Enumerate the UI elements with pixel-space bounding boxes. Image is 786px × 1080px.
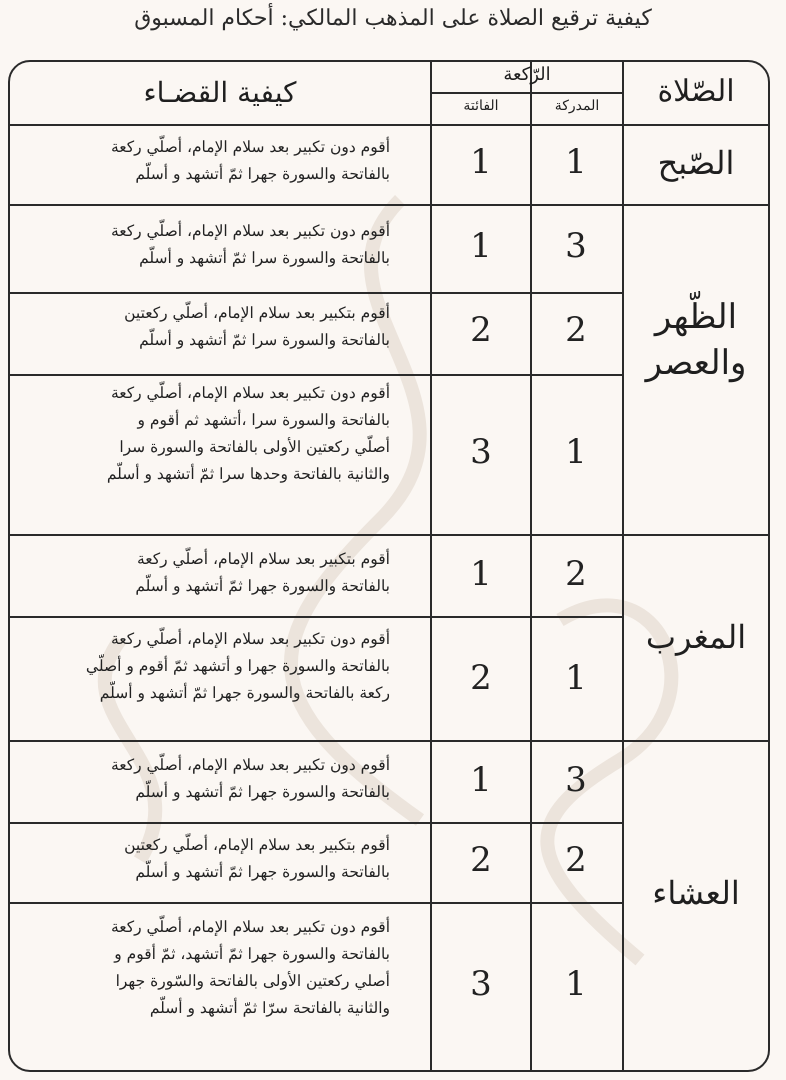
table-frame: [8, 60, 770, 1072]
qada-text: أقوم دون تكبير بعد سلام الإمام، أصلّي ركعة بالفاتحة والسورة جهرا ثمّ أتشهد و أسلّم: [110, 138, 390, 183]
faita-value: 3: [470, 432, 492, 472]
qada-text: أقوم بتكبير بعد سلام الإمام، أصلّي ركعتين بالفاتحة والسورة سرا ثمّ أتشهد و أسلّم: [124, 304, 390, 349]
faita-value: 1: [470, 142, 492, 182]
header-mudraka: المدركة: [554, 98, 600, 114]
header-prayer: الصّلاة: [657, 74, 735, 109]
qada-text: أقوم دون تكبير بعد سلام الإمام، أصلّي ركعة بالفاتحة والسورة جهرا و أتشهد ثمّ أقوم و أصلّي ركعة بالفاتحة والسورة جهرا ثمّ أتشهد و أسلّم: [85, 630, 390, 702]
divider: [10, 822, 622, 824]
divider: [10, 616, 622, 618]
mudraka-value: 1: [565, 432, 587, 472]
faita-value: 1: [470, 554, 492, 594]
header-faita: الفائتة: [463, 98, 499, 114]
prayer-maghrib: المغرب: [645, 618, 747, 656]
header-qada: كيفية القضـاء: [143, 76, 297, 109]
prayer-dhuhr-asr: الظّهر والعصر: [645, 297, 747, 383]
mudraka-value: 2: [565, 310, 587, 350]
mudraka-value: 1: [565, 142, 587, 182]
faita-value: 1: [470, 226, 492, 266]
qada-text: أقوم بتكبير بعد سلام الإمام، أصلّي ركعة بالفاتحة والسورة جهرا ثمّ أتشهد و أسلّم: [135, 550, 390, 595]
divider: [10, 292, 622, 294]
faita-value: 2: [470, 840, 492, 880]
mudraka-value: 3: [565, 760, 587, 800]
divider: [10, 204, 770, 206]
divider: [530, 534, 532, 1072]
qada-text: أقوم دون تكبير بعد سلام الإمام، أصلّي ركعة بالفاتحة والسورة جهرا ثمّ أتشهد، ثمّ أقوم و أصلي ركعتين الأولى بالفاتحة والسّورة جهرا والثانية بالفاتحة سرّا ثمّ أتشهد و أسلّم: [110, 918, 390, 1017]
prayer-subh: الصّبح: [657, 144, 735, 182]
mudraka-value: 3: [565, 226, 587, 266]
mudraka-value: 1: [565, 964, 587, 1004]
divider: [10, 374, 622, 376]
divider: [10, 740, 770, 742]
divider: [432, 92, 622, 94]
divider: [10, 124, 770, 126]
qada-text: أقوم دون تكبير بعد سلام الإمام، أصلّي ركعة بالفاتحة والسورة جهرا ثمّ أتشهد و أسلّم: [110, 756, 390, 801]
mudraka-value: 2: [565, 840, 587, 880]
mudraka-value: 1: [565, 658, 587, 698]
divider: [10, 902, 622, 904]
divider: [530, 62, 532, 534]
header-rakaa: الرّكعة: [503, 64, 551, 85]
qada-text: أقوم بتكبير بعد سلام الإمام، أصلّي ركعتين بالفاتحة والسورة جهرا ثمّ أتشهد و أسلّم: [124, 836, 390, 881]
faita-value: 2: [470, 658, 492, 698]
faita-value: 1: [470, 760, 492, 800]
divider: [622, 62, 624, 1070]
divider: [430, 62, 432, 1070]
page-title: كيفية ترقيع الصلاة على المذهب المالكي: أحكام المسبوق: [134, 6, 652, 31]
divider: [10, 534, 770, 536]
qada-text: أقوم دون تكبير بعد سلام الإمام، أصلّي ركعة بالفاتحة والسورة سرا ،أتشهد ثم أقوم و أصلّي ركعتين الأولى بالفاتحة والسورة سرا والثانية بالفاتحة وحدها سرا ثمّ أتشهد و أسلّم: [106, 384, 390, 483]
faita-value: 3: [470, 964, 492, 1004]
mudraka-value: 2: [565, 554, 587, 594]
prayer-isha: العشاء: [652, 874, 740, 912]
faita-value: 2: [470, 310, 492, 350]
qada-text: أقوم دون تكبير بعد سلام الإمام، أصلّي ركعة بالفاتحة والسورة سرا ثمّ أتشهد و أسلّم: [110, 222, 390, 267]
